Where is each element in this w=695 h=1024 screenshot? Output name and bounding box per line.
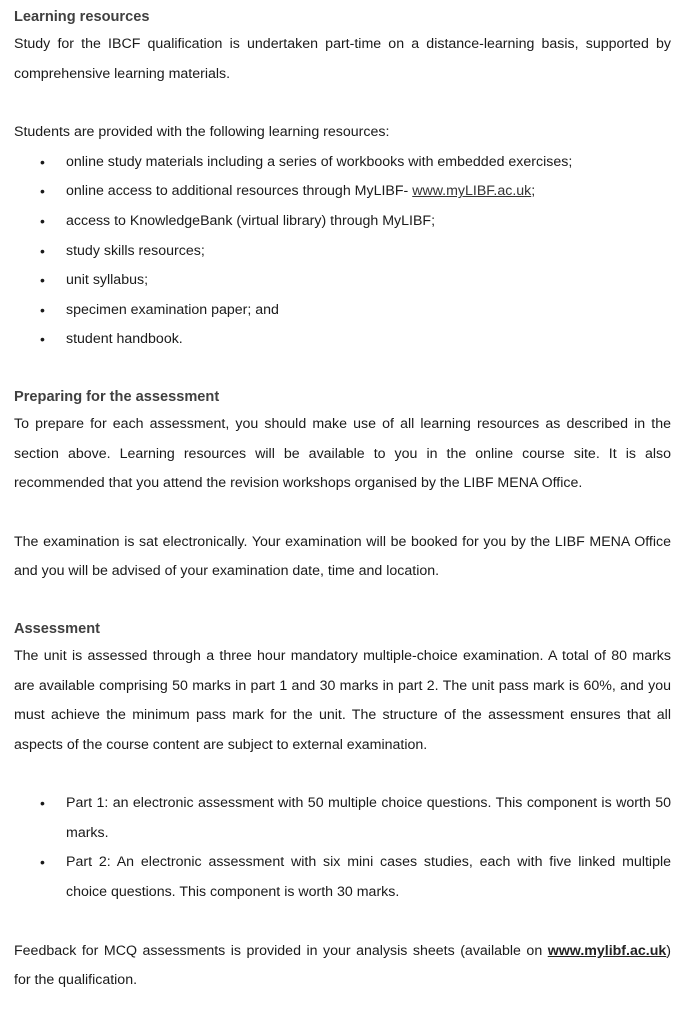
assessment-paragraph: The unit is assessed through a three hour mandatory multiple-choice examination. A total of 80 marks are available comprising 50 marks in part 1 and 30 marks in part 2. The unit pass mark is 60%, and you must achieve the minimum pass mark for the unit. The structure of the assessment ensures that all aspects of the course content are subject to external examination. [14, 647, 671, 753]
list-item: • online study materials including a series of workbooks with embedded exercises; [14, 148, 671, 178]
bullet-icon: • [40, 153, 45, 170]
bullet-icon: • [40, 301, 45, 318]
list-item: • unit syllabus; [14, 266, 671, 296]
bullet-icon: • [40, 331, 45, 348]
list-item: • student handbook. [14, 325, 671, 355]
preparing-heading: Preparing for the assessment [14, 388, 220, 405]
learning-intro-paragraph: Study for the IBCF qualification is undertaken part-time on a distance-learning basis, supported by comprehensive learning materials. [14, 36, 671, 82]
mylibf-link[interactable]: www.myLIBF.ac.uk [412, 183, 532, 200]
assessment-heading: Assessment [14, 620, 100, 637]
feedback-mylibf-link[interactable]: www.mylibf.ac.uk [547, 942, 667, 959]
bullet-icon: • [40, 854, 45, 871]
bullet-icon: • [40, 183, 45, 200]
learning-resources-heading: Learning resources [14, 9, 150, 25]
feedback-paragraph: Feedback for MCQ assessments is provided in your analysis sheets (available on www.mylibf.ac.uk) for the qualification. [14, 942, 671, 989]
bullet-icon: • [40, 272, 45, 289]
assessment-parts-list [14, 789, 671, 907]
bullet-icon: • [40, 242, 45, 259]
list-item: • access to KnowledgeBank (virtual library) through MyLIBF; [14, 207, 671, 237]
preparing-paragraph-2: The examination is sat electronically. Your examination will be booked for you by the LIBF MENA Office and you will be advised of your examination date, time and location. [14, 533, 671, 580]
list-item: • Part 2: An electronic assessment with six mini cases studies, each with five linked multiple choice questions. This component is worth 30 marks. [14, 848, 671, 907]
list-item: • Part 1: an electronic assessment with 50 multiple choice questions. This component is worth 50 marks. [14, 789, 671, 848]
learning-resources-list [14, 148, 671, 355]
list-item: • online access to additional resources through MyLIBF- www.myLIBF.ac.uk; [14, 177, 671, 207]
list-item: • study skills resources; [14, 237, 671, 267]
bullet-icon: • [40, 795, 45, 812]
preparing-paragraph-1: To prepare for each assessment, you should make use of all learning resources as described in the section above. Learning resources will be available to you in the online course site. It is also recommended that you attend the revision workshops organised by the LIBF MENA Office. [14, 415, 671, 492]
students-intro-paragraph: Students are provided with the following learning resources: [14, 124, 390, 141]
bullet-icon: • [40, 212, 45, 229]
list-item: • specimen examination paper; and [14, 296, 671, 326]
